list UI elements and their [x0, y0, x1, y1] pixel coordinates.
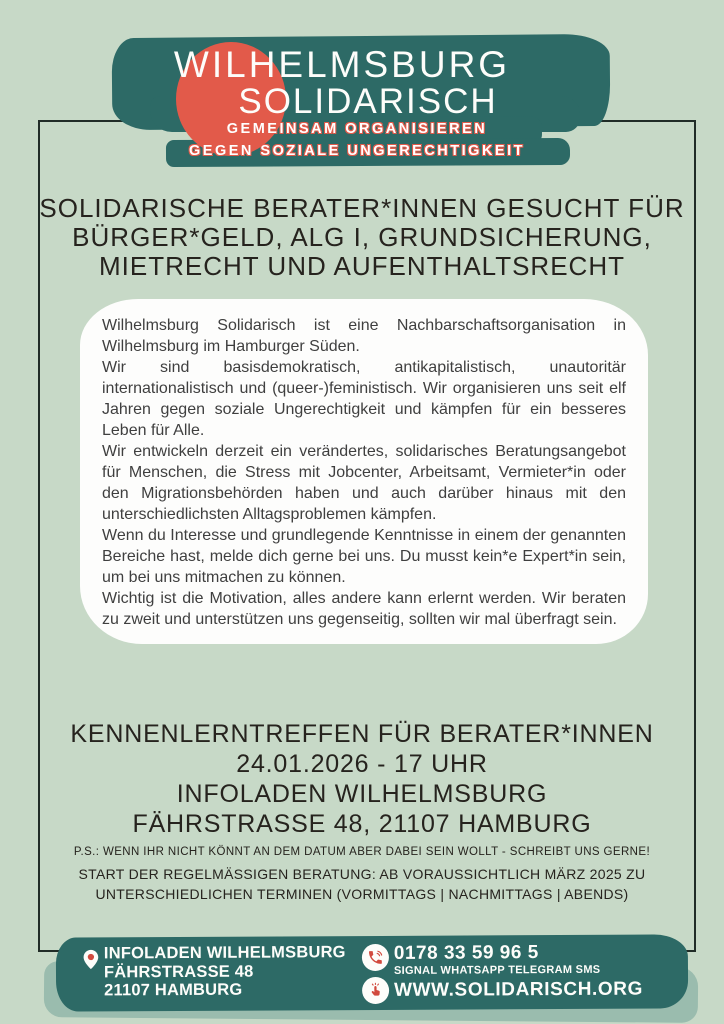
footer-website-url: WWW.SOLIDARISCH.ORG [394, 978, 644, 1001]
meeting-title: KENNENLERNTREFFEN FÜR BERATER*INNEN [70, 720, 654, 748]
body-paragraph: Wilhelmsburg Solidarisch ist eine Nachbarschaftsorganisation in Wilhelmsburg im Hamburger Süden. [102, 317, 626, 355]
footer-phone-number: 0178 33 59 96 5 [393, 942, 539, 964]
body-paragraph: Wichtig ist die Motivation, alles andere kann erlernt werden. Wir beraten zu zweit und unterstützen uns gegenseitig, sollten wir mal überfragt sein. [102, 590, 626, 628]
meeting-venue: INFOLADEN WILHELMSBURG [176, 780, 548, 808]
location-pin-icon [80, 944, 102, 979]
body-paragraph: Wenn du Interesse und grundlegende Kenntnisse in einem der genannten Bereiche hast, melde dich gerne bei uns. Du musst kein*e Expert*in sein, um bei uns mitmachen zu können. [102, 527, 626, 586]
footer-phone-services: SIGNAL WHATSAPP TELEGRAM SMS [393, 963, 601, 977]
schedule-line1: START DER REGELMÄSSIGEN BERATUNG: AB VORAUSSICHTLICH MÄRZ 2025 ZU [78, 866, 646, 882]
headline-line: BÜRGER*GELD, ALG I, GRUNDSICHERUNG, [72, 222, 652, 252]
footer-address-line: FÄHRSTRASSE 48 [103, 962, 254, 981]
schedule-note [0, 864, 724, 904]
body-text-card [80, 299, 648, 644]
hand-click-icon [362, 977, 389, 1004]
body-paragraph: Wir entwickeln derzeit ein verändertes, solidarisches Beratungsangebot für Menschen, die Stress mit Jobcenter, Arbeitsamt, Vermieter*in oder den Migrationsbehörden haben und auch darüber hinaus mit den unterschiedlichsten Alltagsproblemen kämpfen. [102, 443, 626, 523]
footer-address-line: INFOLADEN WILHELMSBURG [103, 943, 346, 963]
meeting-address: FÄHRSTRASSE 48, 21107 HAMBURG [132, 810, 592, 838]
org-subtitle-line1: GEMEINSAM ORGANISIEREN [226, 121, 488, 137]
headline-line: SOLIDARISCHE BERATER*INNEN GESUCHT FÜR [39, 193, 685, 223]
meeting-ps-note: P.S.: WENN IHR NICHT KÖNNT AN DEM DATUM ABER DABEI SEIN WOLLT - SCHREIBT UNS GERNE! [73, 846, 651, 858]
main-headline [0, 194, 724, 281]
schedule-line2: UNTERSCHIEDLICHEN TERMINEN (VORMITTAGS | NACHMITTAGS | ABENDS) [95, 886, 629, 902]
body-paragraph: Wir sind basisdemokratisch, antikapitalistisch, unautoritär internationalistisch und (queer-)feministisch. Wir organisieren uns seit elf Jahren gegen soziale Ungerechtigkeit und kämpfen für ein besseres Leben für Alle. [102, 359, 626, 439]
org-title-line2: SOLIDARISCH [238, 82, 498, 121]
footer-address-line: 21107 HAMBURG [104, 980, 243, 1000]
meeting-announcement [0, 719, 724, 858]
footer-contact-bar [56, 934, 688, 1011]
org-subtitle-line2: GEGEN SOZIALE UNGERECHTIGKEIT [189, 143, 525, 159]
org-title-line1: WILHELMSBURG [173, 44, 511, 85]
headline-line: MIETRECHT UND AUFENTHALTSRECHT [99, 251, 625, 281]
meeting-datetime: 24.01.2026 - 17 UHR [236, 750, 488, 778]
footer-address [104, 943, 346, 1000]
phone-call-icon [362, 944, 389, 971]
